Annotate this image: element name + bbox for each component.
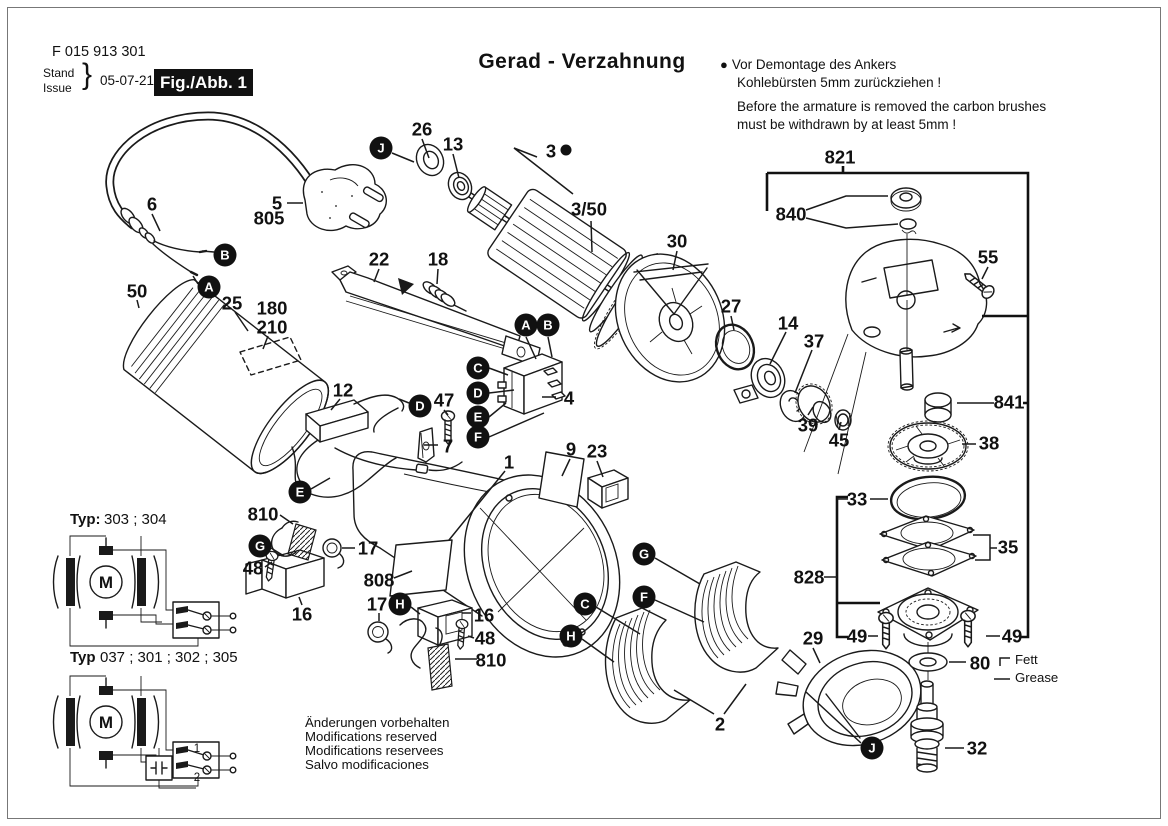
part-label-13: 13 bbox=[442, 133, 464, 155]
motor-symbol: M bbox=[98, 573, 114, 592]
letter-badge-B bbox=[537, 314, 560, 337]
svg-text:A: A bbox=[204, 279, 214, 295]
part-label-16: 16 bbox=[473, 604, 495, 626]
svg-text:D: D bbox=[415, 398, 425, 414]
bullet-marker bbox=[561, 145, 572, 156]
page-title: Gerad - Verzahnung bbox=[478, 50, 686, 73]
letter-badge-D bbox=[409, 395, 432, 418]
part-label-17: 17 bbox=[357, 537, 379, 559]
circuit-1-typ-prefix: Typ: bbox=[70, 511, 101, 528]
part-label-16: 16 bbox=[291, 603, 313, 625]
svg-text:G: G bbox=[638, 546, 650, 562]
part-label-22: 22 bbox=[368, 248, 390, 270]
switch-terminal-2: 2 bbox=[193, 772, 201, 784]
part-label-210: 210 bbox=[256, 316, 288, 338]
svg-text:E: E bbox=[473, 409, 483, 425]
part-label-3/50: 3/50 bbox=[570, 198, 608, 220]
part-label-6: 6 bbox=[146, 193, 158, 215]
screw-49-right-icon bbox=[961, 611, 975, 647]
part-label-808: 808 bbox=[363, 569, 395, 591]
wiring-diagram-1 bbox=[54, 536, 236, 646]
warning-de-line1: ● Vor Demontage des Ankers bbox=[720, 57, 897, 72]
svg-text:G: G bbox=[254, 538, 266, 554]
grease-note bbox=[1015, 652, 1058, 685]
figure-label: Fig./Abb. 1 bbox=[160, 72, 247, 92]
part-label-810: 810 bbox=[247, 503, 279, 525]
part-label-30: 30 bbox=[666, 230, 688, 252]
letter-badge-H bbox=[560, 625, 583, 648]
bearing-cover bbox=[776, 636, 933, 761]
letter-badge-J bbox=[861, 737, 884, 760]
part-label-35: 35 bbox=[997, 536, 1019, 558]
washer-80 bbox=[909, 653, 947, 671]
part-label-2: 2 bbox=[714, 713, 726, 735]
part-label-828: 828 bbox=[793, 566, 825, 588]
part-label-45: 45 bbox=[828, 429, 850, 451]
part-label-55: 55 bbox=[977, 246, 999, 268]
warning-note bbox=[720, 56, 1080, 134]
letter-badge-G bbox=[249, 535, 272, 558]
part-label-33: 33 bbox=[846, 488, 868, 510]
letter-badge-E bbox=[289, 481, 312, 504]
part-label-49: 49 bbox=[1001, 625, 1023, 647]
grease-label-en: Grease bbox=[1015, 670, 1059, 685]
bullet-icon: ● bbox=[720, 57, 728, 72]
note-de: Änderungen vorbehalten bbox=[305, 715, 450, 730]
circuit-2-typ-prefix: Typ bbox=[70, 649, 96, 666]
letter-badge-F bbox=[633, 586, 656, 609]
document-part-number: F 015 913 301 bbox=[52, 44, 146, 60]
part-label-17: 17 bbox=[366, 593, 388, 615]
part-label-39: 39 bbox=[797, 414, 819, 436]
stand-label: Stand bbox=[43, 66, 75, 80]
note-es: Salvo modificaciones bbox=[305, 757, 429, 772]
o-ring-33 bbox=[889, 473, 967, 523]
part-label-18: 18 bbox=[427, 248, 449, 270]
letter-badge-E bbox=[467, 406, 490, 429]
part-label-821: 821 bbox=[824, 146, 856, 168]
part-label-48: 48 bbox=[474, 627, 496, 649]
letter-badge-D bbox=[467, 382, 490, 405]
svg-text:F: F bbox=[640, 589, 648, 605]
part-label-3: 3 bbox=[545, 140, 557, 162]
svg-text:C: C bbox=[580, 596, 590, 612]
svg-text:J: J bbox=[868, 740, 876, 756]
circuit-2-models: 037 ; 301 ; 302 ; 305 bbox=[100, 649, 238, 666]
on-off-switch bbox=[498, 354, 565, 414]
part-label-48: 48 bbox=[242, 557, 264, 579]
part-label-80: 80 bbox=[969, 652, 991, 674]
part-label-47: 47 bbox=[433, 389, 455, 411]
letter-badge-F bbox=[467, 426, 490, 449]
part-label-50: 50 bbox=[126, 280, 148, 302]
svg-text:B: B bbox=[220, 247, 230, 263]
gear-housing bbox=[846, 239, 987, 390]
part-label-25: 25 bbox=[221, 292, 243, 314]
svg-text:B: B bbox=[543, 317, 553, 333]
svg-text:E: E bbox=[295, 484, 305, 500]
release-lever bbox=[332, 266, 540, 366]
svg-text:F: F bbox=[474, 429, 482, 445]
letter-badge-C bbox=[574, 593, 597, 616]
part-label-5: 5 bbox=[271, 192, 283, 214]
part-label-1: 1 bbox=[503, 451, 515, 473]
part-label-9: 9 bbox=[565, 438, 577, 460]
housing-label-9 bbox=[539, 452, 584, 507]
letter-badge-G bbox=[633, 543, 656, 566]
part-label-37: 37 bbox=[803, 330, 825, 352]
part-label-805: 805 bbox=[253, 207, 285, 229]
letter-badge-H bbox=[389, 593, 412, 616]
part-label-29: 29 bbox=[802, 627, 824, 649]
part-label-38: 38 bbox=[978, 432, 1000, 454]
switch-terminal-1: 1 bbox=[193, 743, 201, 755]
part-label-32: 32 bbox=[966, 737, 988, 759]
part-label-180: 180 bbox=[256, 297, 288, 319]
crown-gear-38 bbox=[888, 421, 968, 471]
svg-text:H: H bbox=[566, 628, 576, 644]
power-cord bbox=[110, 116, 318, 275]
note-fr: Modifications reservees bbox=[305, 743, 444, 758]
letter-badge-B bbox=[214, 244, 237, 267]
part-label-4: 4 bbox=[563, 387, 575, 409]
bearing-841 bbox=[925, 393, 951, 422]
part-label-7: 7 bbox=[442, 435, 454, 457]
svg-text:D: D bbox=[473, 385, 483, 401]
part-label-12: 12 bbox=[332, 379, 354, 401]
mains-plug bbox=[303, 165, 386, 231]
part-label-840: 840 bbox=[775, 203, 807, 225]
svg-text:C: C bbox=[473, 360, 483, 376]
svg-text:A: A bbox=[521, 317, 531, 333]
housing-label-808 bbox=[390, 540, 452, 596]
circuit-1-models: 303 ; 304 bbox=[104, 511, 167, 528]
letter-badge-A bbox=[515, 314, 538, 337]
part-label-23: 23 bbox=[586, 440, 608, 462]
letter-badge-C bbox=[467, 357, 490, 380]
switch-slider-23 bbox=[588, 470, 628, 508]
figure-label-box bbox=[154, 69, 253, 96]
modification-notes bbox=[305, 715, 449, 772]
letter-badge-A bbox=[198, 276, 221, 299]
note-en: Modifications reserved bbox=[305, 729, 437, 744]
screw-49-left-icon bbox=[879, 613, 893, 649]
part-label-26: 26 bbox=[411, 118, 433, 140]
part-label-14: 14 bbox=[777, 312, 799, 334]
wiring-diagram-2 bbox=[54, 676, 236, 786]
part-label-49: 49 bbox=[846, 625, 868, 647]
part-label-27: 27 bbox=[720, 295, 742, 317]
letter-badge-J bbox=[370, 137, 393, 160]
warning-en-line1: Before the armature is removed the carbon brushes bbox=[737, 99, 1047, 114]
issue-label: Issue bbox=[43, 81, 72, 95]
issue-date: 05-07-21 bbox=[100, 73, 155, 88]
field-coil bbox=[606, 562, 778, 723]
part-label-810: 810 bbox=[475, 649, 507, 671]
warning-de-line2: Kohlebürsten 5mm zurückziehen ! bbox=[737, 75, 942, 90]
svg-text:J: J bbox=[377, 140, 385, 156]
grease-label-de: Fett bbox=[1015, 652, 1038, 667]
svg-text:H: H bbox=[395, 596, 405, 612]
gaskets-35 bbox=[880, 516, 976, 576]
warning-en-line2: must be withdrawn by at least 5mm ! bbox=[737, 117, 957, 132]
part-label-841: 841 bbox=[993, 391, 1025, 413]
brace-glyph: } bbox=[82, 58, 93, 91]
